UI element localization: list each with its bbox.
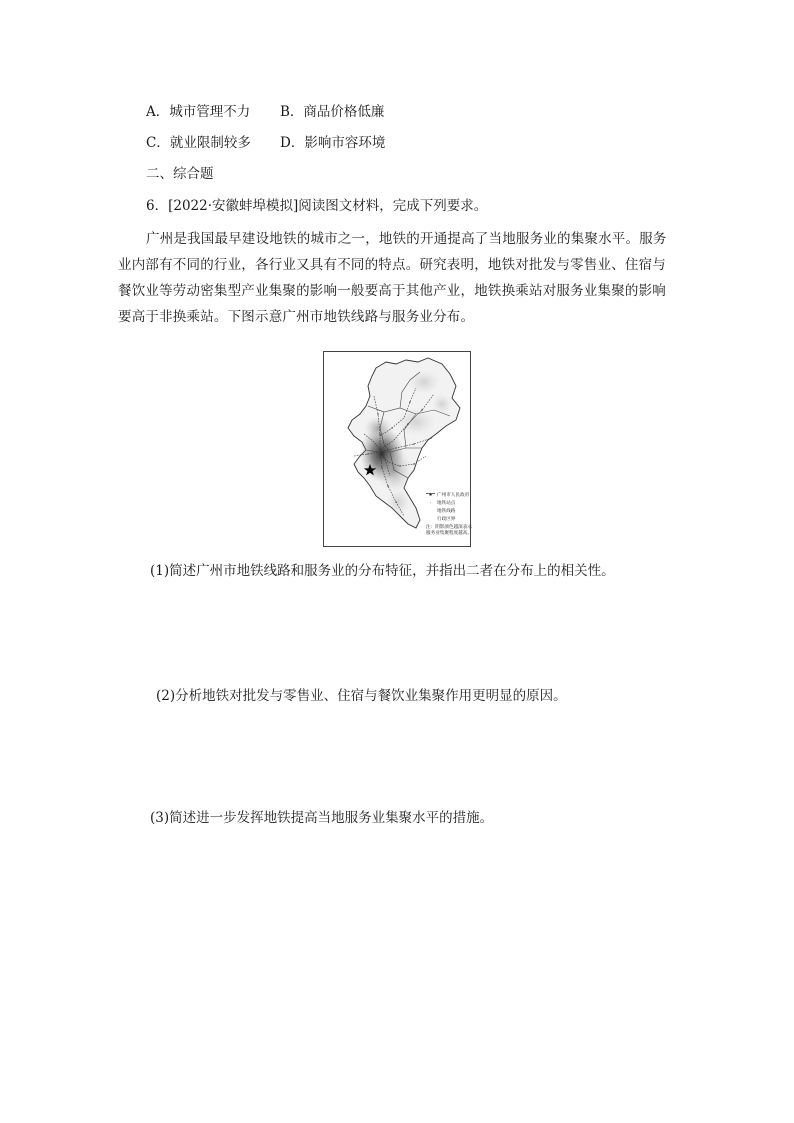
sub-question-2: (2)分析地铁对批发与零售业、住宿与餐饮业集聚作用更明显的原因。 [156, 688, 567, 704]
sub-question-3: (3)简述进一步发挥地铁提高当地服务业集聚水平的措施。 [150, 810, 494, 826]
option-b: B．商品价格低廉 [280, 104, 385, 120]
option-c: C．就业限制较多 [146, 135, 251, 151]
legend-station-label: 地铁站点 [437, 501, 456, 506]
sub-question-1: (1)简述广州市地铁线路和服务业的分布特征，并指出二者在分布上的相关性。 [150, 563, 615, 579]
section-heading: 二、综合题 [146, 166, 214, 182]
question-material: 广州是我国最早建设地铁的城市之一，地铁的开通提高了当地服务业的集聚水平。服务业内部有不同的行业，各行业又具有不同的特点。研究表明，地铁对批发与零售业、住宿与餐饮业等劳动密集型产业集聚的影响一般要高于其他产业，地铁换乘站对服务业集聚的影响要高于非换乘站。下图示意广州市地铁线路与服务业分布。 [118, 231, 667, 325]
legend-boundary [426, 516, 472, 524]
guangzhou-map-figure [323, 351, 471, 547]
map-legend [426, 492, 472, 537]
legend-boundary-label: 行政区界 [437, 517, 456, 522]
legend-line-label: 地铁线路 [437, 509, 456, 514]
star-icon: ★ [428, 493, 433, 498]
dot-icon: · [429, 501, 432, 506]
legend-line [426, 508, 472, 516]
legend-government-label: 广州市人民政府 [437, 493, 470, 498]
question-stem: 6．[2022·安徽蚌埠模拟]阅读图文材料，完成下列要求。 [146, 198, 488, 214]
option-d: D．影响市容环境 [280, 135, 386, 151]
legend-note: 注：阴影颜色越深表示服务业集聚程度越高。 [426, 525, 472, 536]
legend-station [426, 500, 472, 508]
option-a: A．城市管理不力 [146, 104, 251, 120]
